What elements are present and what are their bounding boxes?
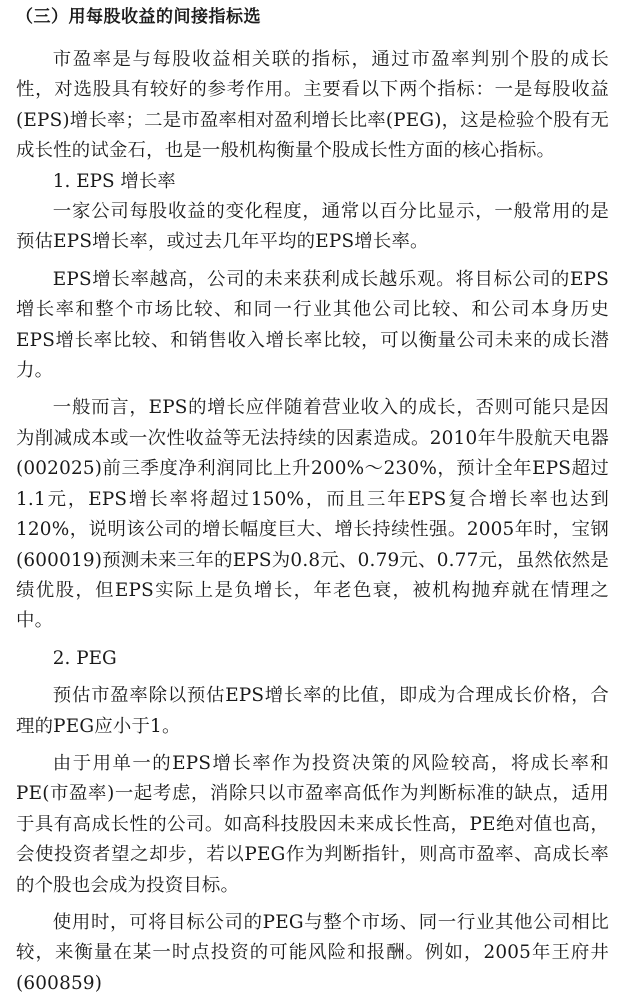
peg-paragraph-2: 由于用单一的EPS增长率作为投资决策的风险较高，将成长率和PE(市盈率)一起考虑，消除只以市盈率高低作为判断标准的缺点，适用于具有高成长性的公司。如高科技股因未来成长性高，PE绝对值也高，会使投资者望之却步，若以PEG作为判断指针，则高市盈率、高成长率的个股也会成为投资目标。 [16, 752, 609, 896]
section-title: （三）用每股收益的间接指标选 [16, 7, 261, 27]
item-heading-peg: 2. PEG [52, 647, 117, 669]
eps-paragraph-2: EPS增长率越高，公司的未来获利成长越乐观。将目标公司的EPS增长率和整个市场比较、和同一行业其他公司比较、和公司本身历史EPS增长率比较、和销售收入增长率比较，可以衡量公司未来的成长潜力。 [16, 268, 609, 382]
eps-paragraph-1: 一家公司每股收益的变化程度，通常以百分比显示，一般常用的是预估EPS增长率，或过去几年平均的EPS增长率。 [16, 201, 609, 253]
peg-paragraph-1: 预估市盈率除以预估EPS增长率的比值，即成为合理成长价格，合理的PEG应小于1。 [16, 685, 609, 737]
item-heading-eps: 1. EPS 增长率 [52, 170, 176, 192]
intro-paragraph: 市盈率是与每股收益相关联的指标，通过市盈率判别个股的成长性，对选股具有较好的参考作用。主要看以下两个指标：一是每股收益(EPS)增长率；二是市盈率相对盈利增长比率(PEG)，这是检验个股有无成长性的试金石，也是一般机构衡量个股成长性方面的核心指标。 [16, 49, 609, 162]
eps-paragraph-3: 一般而言，EPS的增长应伴随着营业收入的成长，否则可能只是因为削减成本或一次性收益等无法持续的因素造成。2010年牛股航天电器(002025)前三季度净利润同比上升200%～230%，预计全年EPS超过1.1元，EPS增长率将超过150%，而且三年EPS复合增长率也达到120%，说明该公司的增长幅度巨大、增长持续性强。2005年时，宝钢(600019)预测未来三年的EPS为0.8元、0.79元、0.77元，虽然依然是绩优股，但EPS实际上是负增长，年老色衰，被机构抛弃就在情理之中。 [16, 397, 609, 632]
peg-paragraph-3: 使用时，可将目标公司的PEG与整个市场、同一行业其他公司相比较，来衡量在某一时点投资的可能风险和报酬。例如，2005年王府井(600859) [16, 911, 609, 994]
